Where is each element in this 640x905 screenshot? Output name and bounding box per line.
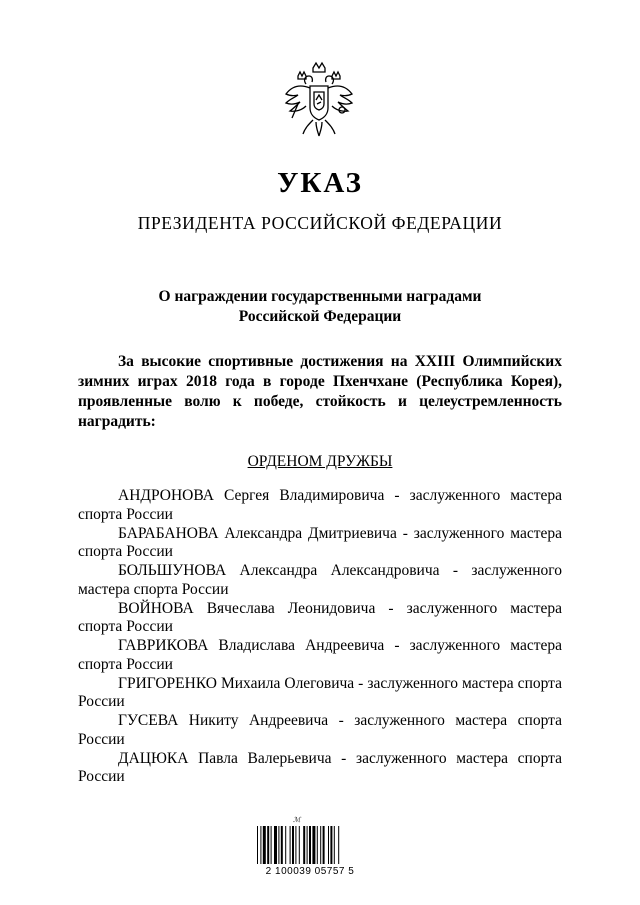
subject-line: О награждении государственными наградами <box>158 288 482 305</box>
subject-line: Российской Федерации <box>238 308 402 325</box>
awardee-entry: ГУСЕВА Никиту Андреевича - заслуженного мастера спорта России <box>78 712 562 748</box>
decree-issuer: ПРЕЗИДЕНТА РОССИЙСКОЙ ФЕДЕРАЦИИ <box>137 213 503 233</box>
decree-title: УКАЗ <box>277 167 363 199</box>
decree-subject <box>120 287 520 327</box>
awardee-entry: БОЛЬШУНОВА Александра Александровича - заслуженного мастера спорта России <box>78 562 562 598</box>
awardee-entry: БАРАБАНОВА Александра Дмитриевича - заслуженного мастера спорта России <box>78 524 562 560</box>
decree-intro-paragraph: За высокие спортивные достижения на XXIII Олимпийских зимних играх 2018 года в городе Пхенчхане (Республика Корея), проявленные волю к победе, стойкость и целеустремленность наградить: <box>78 353 562 430</box>
awardee-entry: ГРИГОРЕНКО Михаила Олеговича - заслуженного мастера спорта России <box>78 674 562 710</box>
barcode-number: 2 100039 05757 5 <box>265 866 355 877</box>
awardee-list <box>78 487 562 787</box>
awardee-entry: АНДРОНОВА Сергея Владимировича - заслуженного мастера спорта России <box>78 487 562 523</box>
awardee-entry: ВОЙНОВА Вячеслава Леонидовича - заслуженного мастера спорта России <box>78 599 562 635</box>
order-heading: ОРДЕНОМ ДРУЖБЫ <box>247 453 393 470</box>
awardee-entry: ГАВРИКОВА Владислава Андреевича - заслуженного мастера спорта России <box>78 637 562 673</box>
barcode-mark-icon: ℳ <box>293 816 301 824</box>
double-headed-eagle-icon <box>276 58 362 144</box>
awardee-entry: ДАЦЮКА Павла Валерьевича - заслуженного мастера спорта России <box>78 749 562 785</box>
